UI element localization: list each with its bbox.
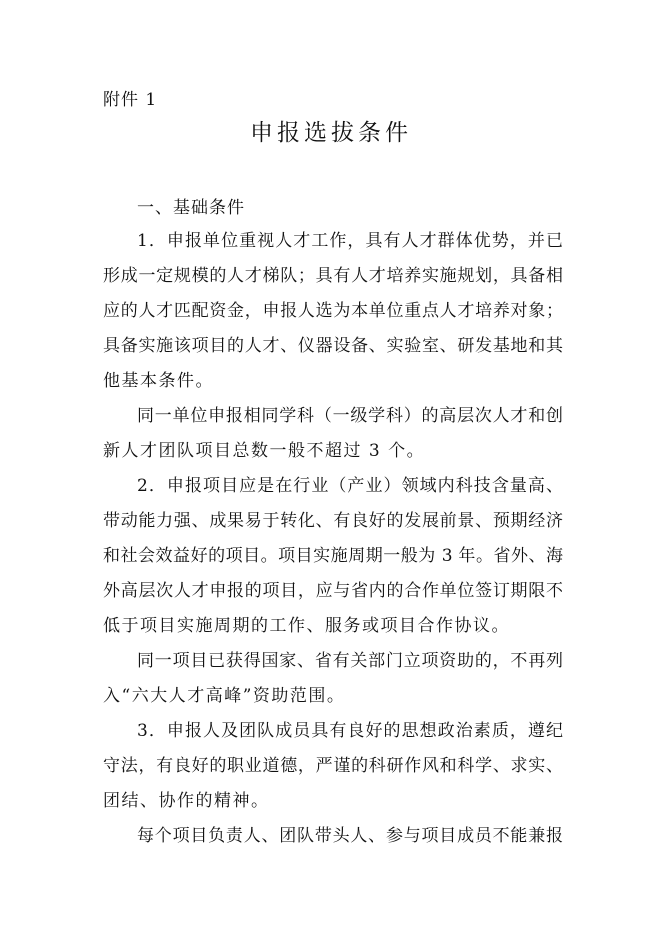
paragraph-line: 形成一定规模的人才梯队；具有人才培养实施规划，具备相: [103, 266, 563, 286]
paragraph-line: 应的人才匹配资金，申报人选为本单位重点人才培养对象；: [103, 301, 563, 321]
paragraph-line: 同一项目已获得国家、省有关部门立项资助的，不再列: [137, 651, 563, 671]
paragraph-line: 和社会效益好的项目。项目实施周期一般为 3 年。省外、海: [103, 546, 563, 566]
paragraph-line: 2．申报项目应是在行业（产业）领域内科技含量高、: [137, 476, 563, 496]
paragraph-line: 1．申报单位重视人才工作，具有人才群体优势，并已: [137, 231, 563, 251]
paragraph-line: 入“六大人才高峰”资助范围。: [103, 686, 346, 706]
page-title: 申报选拔条件: [250, 120, 412, 146]
paragraph-line: 每个项目负责人、团队带头人、参与项目成员不能兼报: [137, 826, 563, 846]
paragraph-line: 低于项目实施周期的工作、服务或项目合作协议。: [103, 616, 510, 636]
paragraph-line: 他基本条件。: [103, 371, 214, 391]
paragraph-line: 同一单位申报相同学科（一级学科）的高层次人才和创: [137, 406, 563, 426]
paragraph-line: 守法，有良好的职业道德，严谨的科研作风和科学、求实、: [103, 756, 563, 776]
paragraph-line: 团结、协作的精神。: [103, 791, 270, 811]
paragraph-line: 外高层次人才申报的项目，应与省内的合作单位签订期限不: [103, 581, 563, 601]
attachment-label: 附件 1: [103, 90, 158, 110]
paragraph-line: 新人才团队项目总数一般不超过 3 个。: [103, 441, 426, 461]
paragraph-line: 具备实施该项目的人才、仪器设备、实验室、研发基地和其: [103, 336, 563, 356]
paragraph-line: 3．申报人及团队成员具有良好的思想政治素质，遵纪: [137, 721, 563, 741]
paragraph-line: 带动能力强、成果易于转化、有良好的发展前景、预期经济: [103, 511, 563, 531]
section-heading: 一、基础条件: [137, 198, 245, 218]
